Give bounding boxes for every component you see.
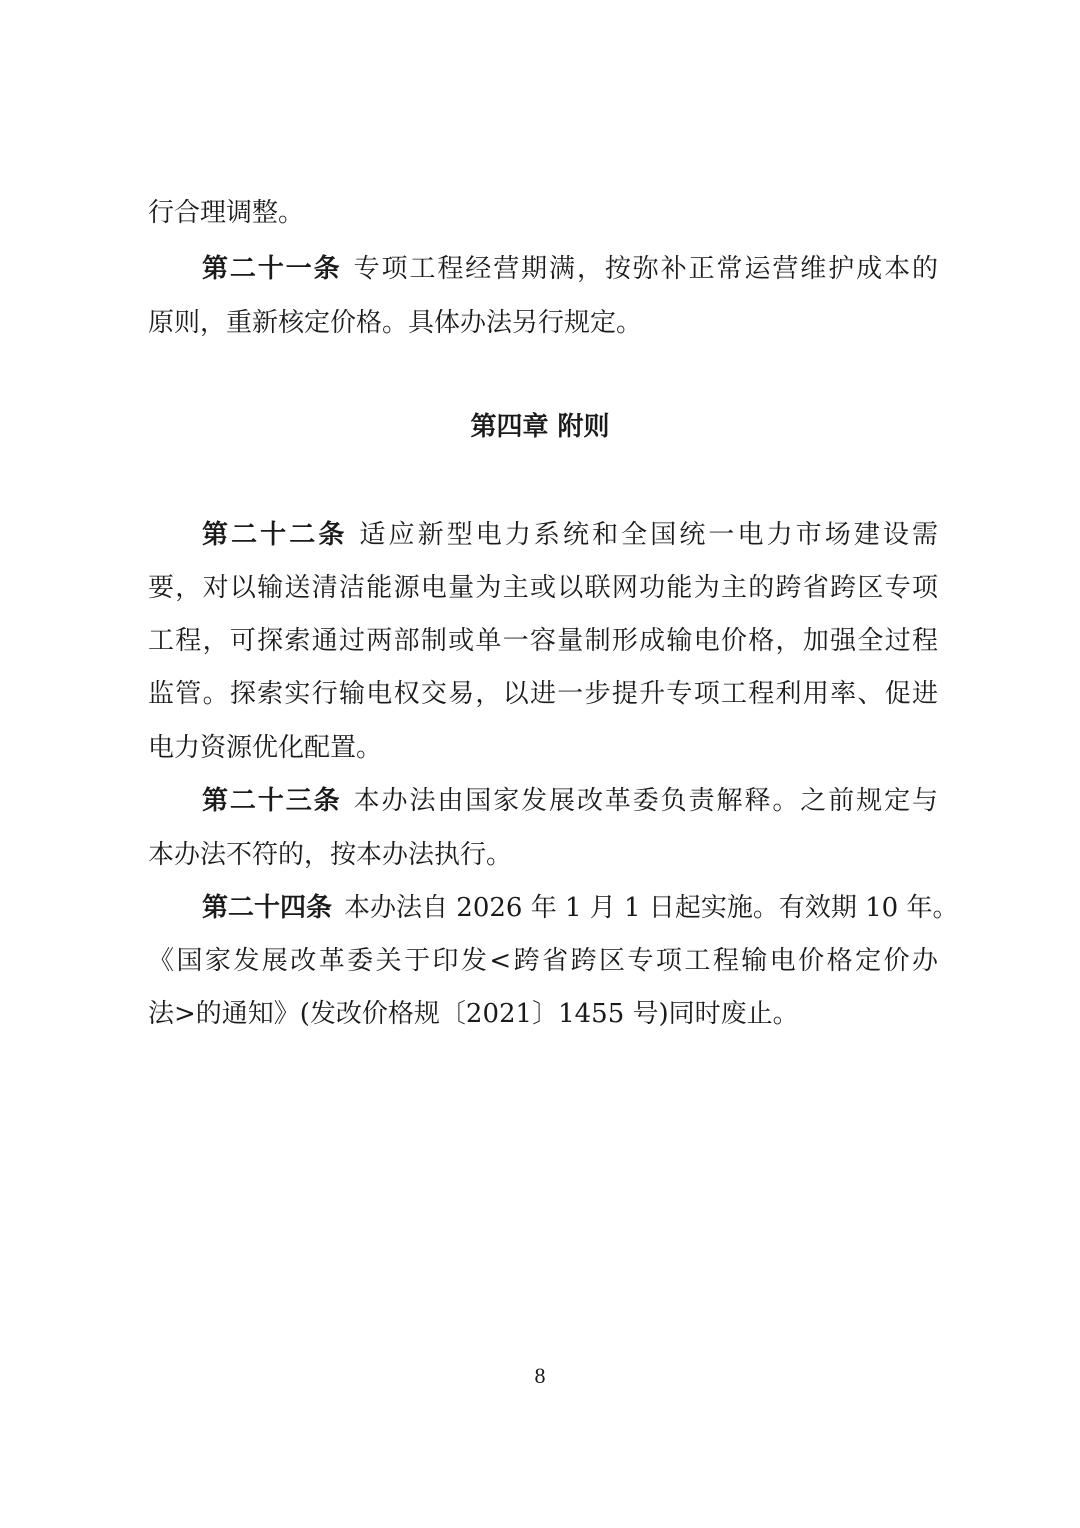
article-22-text-1: 适应新型电力系统和全国统一电力市场建设需 [359,520,938,550]
article-21-text-2: 原则，重新核定价格。具体办法另行规定。 [148,308,643,338]
article-21-text-1: 专项工程经营期满，按弥补正常运营维护成本的 [353,254,938,284]
article-22-line-5 [148,731,938,765]
article-21 [202,252,938,286]
article-24-text-3: 法>的通知》(发改价格规〔2021〕1455 号)同时废止。 [148,999,799,1029]
article-24-text-1: 本办法自 2026 年 1 月 1 日起实施。有效期 10 年。 [344,893,959,923]
article-21-label: 第二十一条 [202,254,342,284]
article-24-line-3 [148,997,938,1031]
article-23-text-2: 本办法不符的，按本办法执行。 [148,840,513,870]
article-24-text-2: 《国家发展改革委关于印发<跨省跨区专项工程输电价格定价办 [148,946,938,976]
article-22-label: 第二十二条 [202,520,348,550]
article-22-line-3 [148,624,938,658]
article-23-label: 第二十三条 [202,786,342,816]
article-24-label: 第二十四条 [202,893,333,923]
text-line: 行合理调整。 [148,198,305,228]
article-22 [202,518,938,552]
article-22-text-3: 工程，可探索通过两部制或单一容量制形成输电价格，加强全过程 [148,626,938,656]
article-23 [202,784,938,818]
article-22-text-5: 电力资源优化配置。 [148,733,383,763]
article-22-line-4 [148,677,938,711]
article-21-line-2 [148,306,938,340]
article-24-line-2 [148,944,938,978]
page-number: 8 [534,1363,546,1388]
chapter-title: 第四章 附则 [470,412,610,442]
article-22-text-2: 要，对以输送清洁能源电量为主或以联网功能为主的跨省跨区专项 [148,573,938,603]
article-23-text-1: 本办法由国家发展改革委负责解释。之前规定与 [353,786,938,816]
article-22-text-4: 监管。探索实行输电权交易，以进一步提升专项工程利用率、促进 [148,679,938,709]
article-23-line-2 [148,838,938,872]
paragraph-continuation [148,196,938,230]
article-24 [202,891,959,925]
article-22-line-2 [148,571,938,605]
